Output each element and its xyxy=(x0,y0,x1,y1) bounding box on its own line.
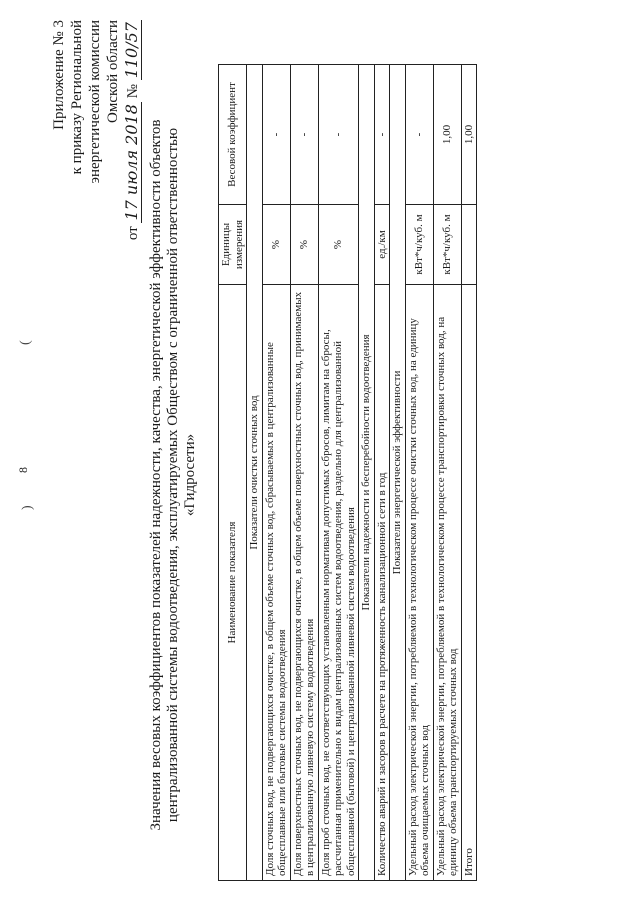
indicator-name: Доля сточных вод, не подвергающихся очистке, в общем объеме сточных вод, сбрасываемых в централизованные общесплавные или бытовые системы водоотведения xyxy=(262,285,290,881)
unit-cell: кВт*ч/куб. м xyxy=(433,205,461,285)
indicator-name: Доля проб сточных вод, не соответствующих установленным нормативам допустимых сбросов, лимитам на сбросы, рассчитанная применительно к видам централизованных систем водоотведения, раздельно для централизованной общесплавной (бытовой) и централизованной ливневой систем водоотведения xyxy=(318,285,359,881)
appendix-title: Приложение № 3 xyxy=(51,20,67,130)
indicator-name: Доля поверхностных сточных вод, не подвергающихся очистке, в общем объеме поверхностных сточных вод, принимаемых в централизованную ливневую систему водоотведения xyxy=(290,285,318,881)
appendix-line: энергетической комиссии xyxy=(87,20,103,184)
section-row xyxy=(359,65,375,881)
total-row xyxy=(461,65,477,881)
unit-cell: ед./км xyxy=(374,205,390,285)
unit-cell xyxy=(461,205,477,285)
title-line: Значения весовых коэффициентов показателей надежности, качества, энергетической эффективности объектов xyxy=(148,119,164,831)
coefficient-cell: - xyxy=(318,65,359,205)
coefficient-cell: - xyxy=(374,65,390,205)
section-row xyxy=(390,65,406,881)
coefficient-cell: 1,00 xyxy=(461,65,477,205)
table-row xyxy=(290,65,318,881)
scan-mark: ( xyxy=(18,340,33,345)
section-title: Показатели энергетической эффективности xyxy=(390,65,406,881)
section-title: Показатели очистки сточных вод xyxy=(247,65,263,881)
page-number: 8 xyxy=(16,467,30,473)
section-row xyxy=(247,65,263,881)
header-coef: Весовой коэффициент xyxy=(219,65,247,205)
coefficient-cell: - xyxy=(290,65,318,205)
table-header-row xyxy=(219,65,247,881)
coefficient-cell: - xyxy=(405,65,433,205)
scan-mark: ) xyxy=(20,505,35,510)
unit-cell: % xyxy=(318,205,359,285)
table-row xyxy=(318,65,359,881)
table-row xyxy=(433,65,461,881)
coefficient-cell: - xyxy=(262,65,290,205)
handwritten-date: 17 июля 2018 xyxy=(122,104,141,221)
appendix-block xyxy=(50,20,142,250)
header-name: Наименование показателя xyxy=(219,285,247,881)
unit-cell: % xyxy=(262,205,290,285)
date-prefix: от xyxy=(125,226,141,241)
table-row xyxy=(405,65,433,881)
indicator-name: Удельный расход электрической энергии, потребляемой в технологическом процессе транспортировки сточных вод, на единицу объема транспортируемых сточных вод xyxy=(433,285,461,881)
section-title: Показатели надежности и бесперебойности водоотведения xyxy=(359,65,375,881)
order-date-line xyxy=(123,20,142,250)
appendix-line: Омской области xyxy=(105,20,121,123)
indicator-name: Количество аварий и засоров в расчете на протяженность канализационной сети в год xyxy=(374,285,390,881)
appendix-line: к приказу Региональной xyxy=(69,20,85,175)
indicator-name: Итого xyxy=(461,285,477,881)
coefficients-table xyxy=(218,64,477,881)
unit-cell: % xyxy=(290,205,318,285)
table-row xyxy=(262,65,290,881)
title-line: централизованной системы водоотведения, эксплуатируемых Обществом с ограниченной ответственностью xyxy=(165,127,181,823)
handwritten-number: 110/57 xyxy=(122,22,141,79)
table-row xyxy=(374,65,390,881)
unit-cell: кВт*ч/куб. м xyxy=(405,205,433,285)
indicator-name: Удельный расход электрической энергии, потребляемой в технологическом процессе очистки сточных вод, на единицу объема очищаемых сточных вод xyxy=(405,285,433,881)
document-title xyxy=(148,65,199,885)
table-body xyxy=(247,65,477,881)
title-line: «Гидросети» xyxy=(182,433,198,517)
number-prefix: № xyxy=(125,84,141,99)
coefficient-cell: 1,00 xyxy=(433,65,461,205)
header-unit: Единицы измерения xyxy=(219,205,247,285)
